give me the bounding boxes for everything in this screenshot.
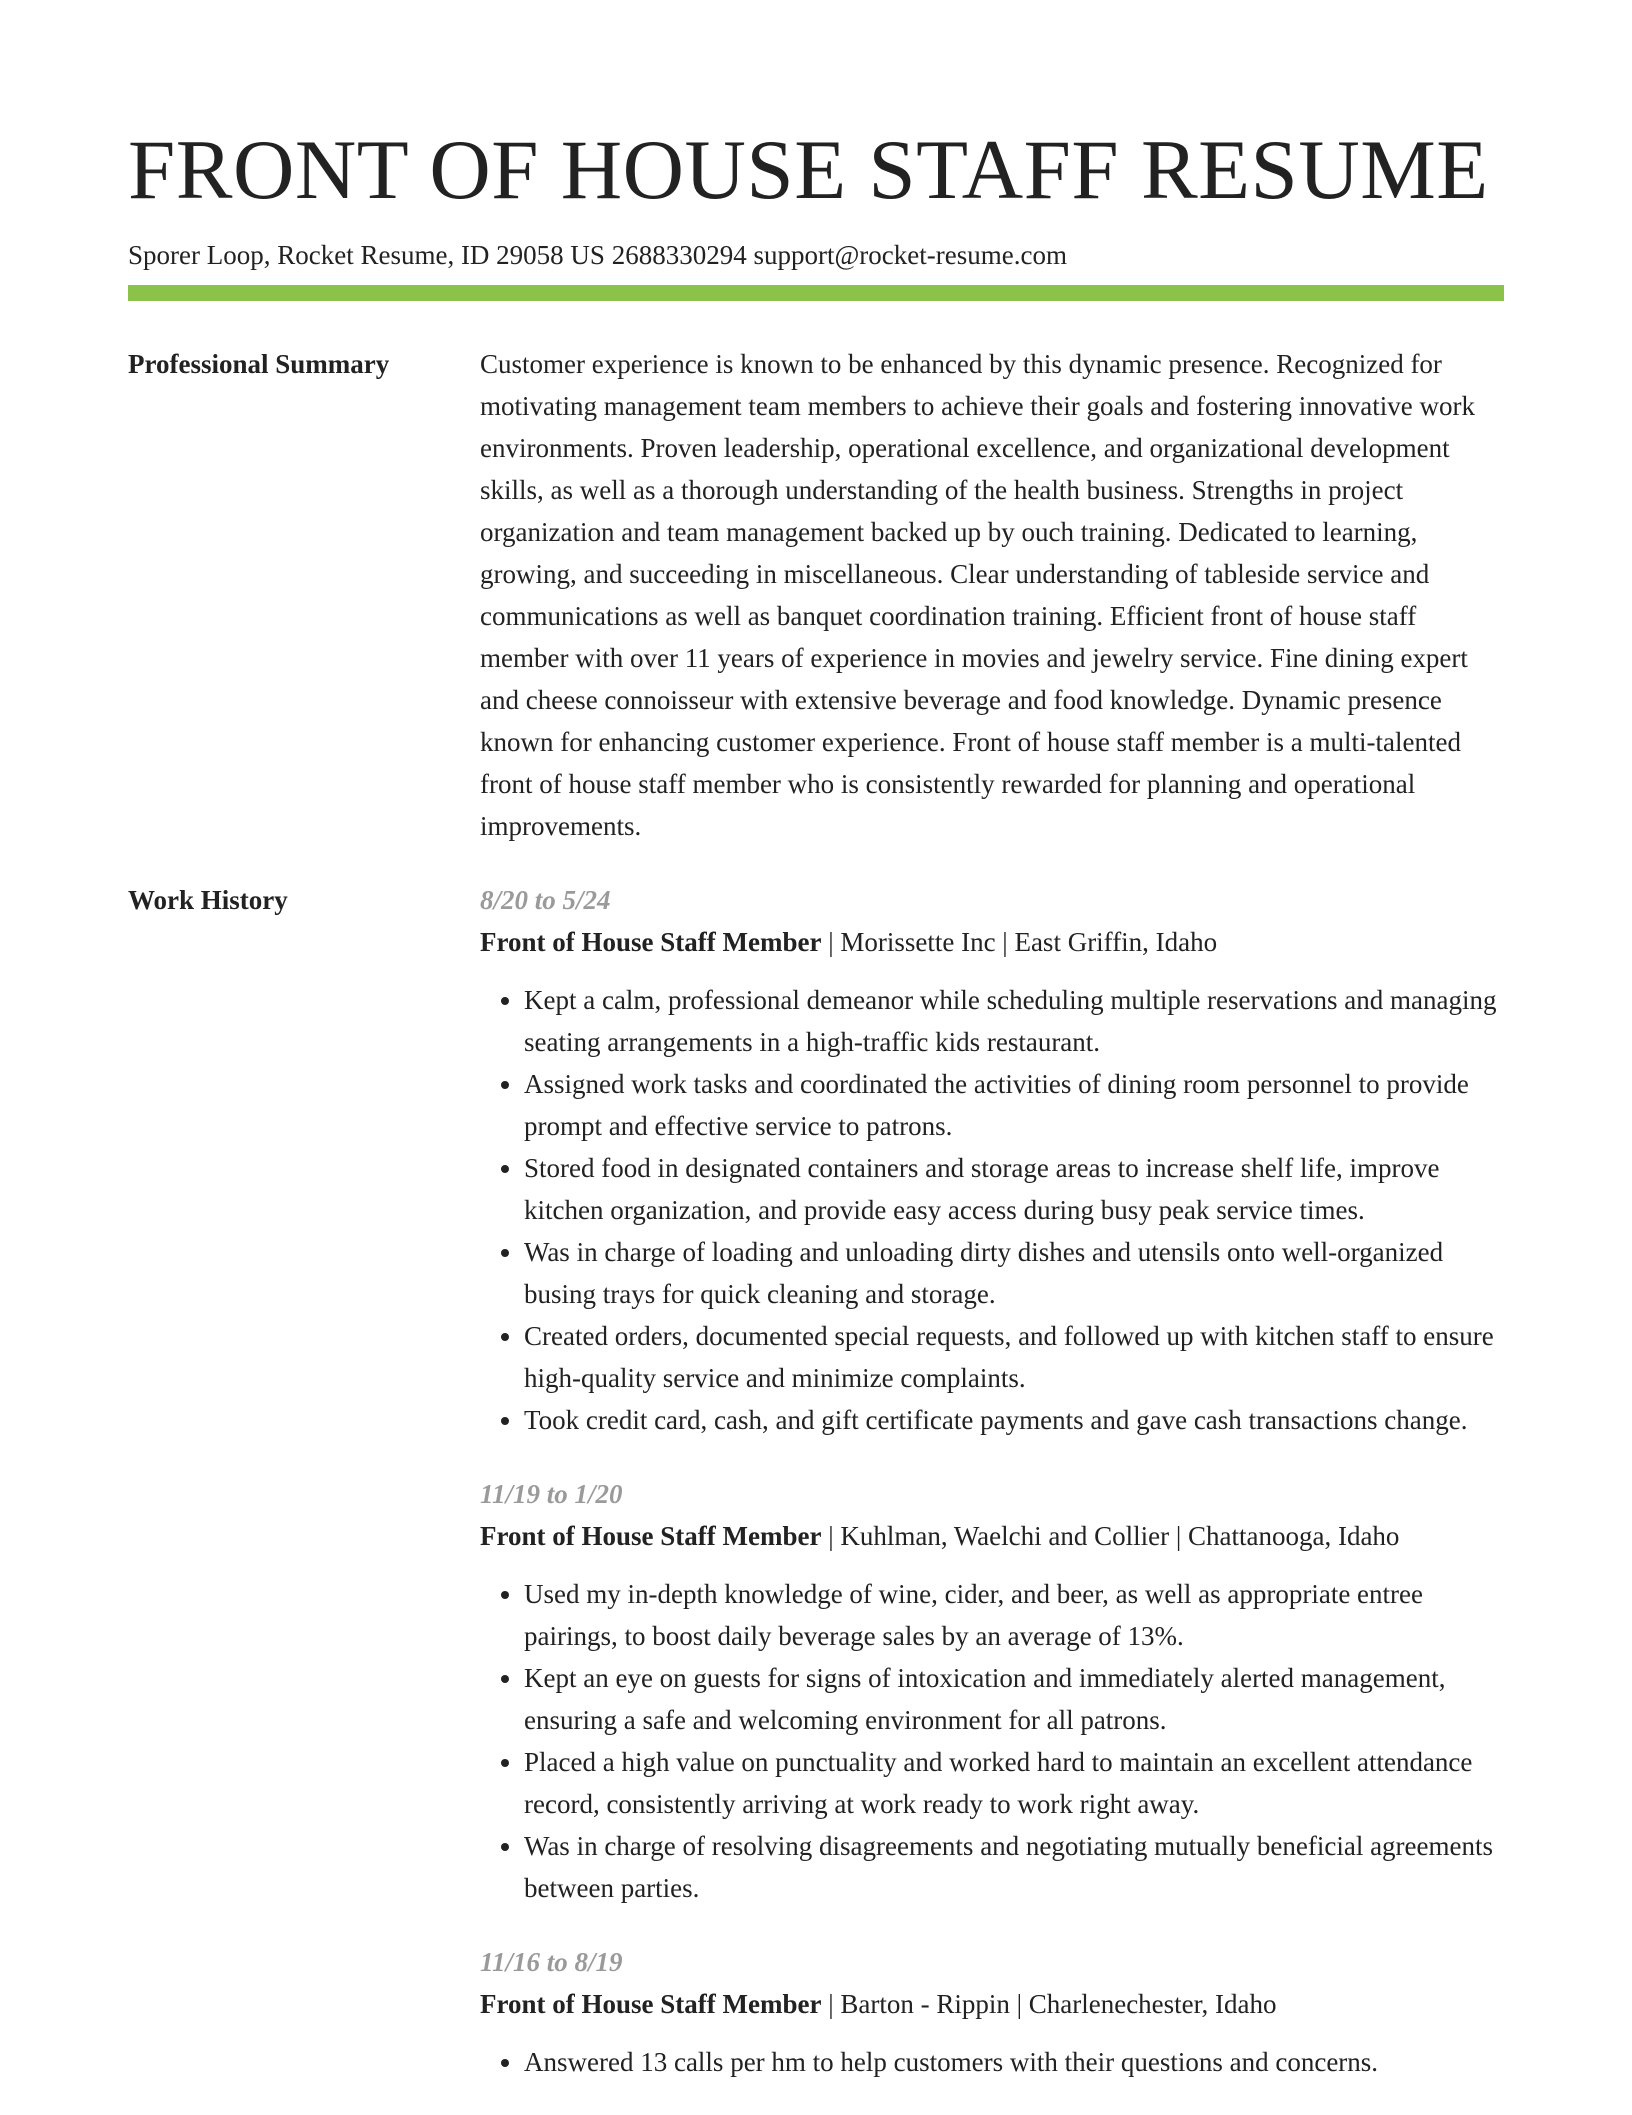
job-details: | Kuhlman, Waelchi and Collier | Chattanooga, Idaho bbox=[821, 1521, 1400, 1551]
job-title: Front of House Staff Member bbox=[480, 1989, 822, 2019]
header-divider bbox=[128, 285, 1504, 301]
job-details: | Barton - Rippin | Charlenechester, Idaho bbox=[821, 1989, 1277, 2019]
contact-line: Sporer Loop, Rocket Resume, ID 29058 US 2688330294 support@rocket-resume.com bbox=[128, 240, 1067, 270]
job-duty-item: • Stored food in designated containers and storage areas to increase shelf life, improve kitchen organization, and provide easy access during busy peak service times. bbox=[524, 1147, 1504, 1231]
job-entry bbox=[480, 1941, 1504, 2083]
job-title-line bbox=[480, 1515, 1504, 1557]
work-history-section bbox=[128, 879, 1504, 2115]
job-duty-item: • Kept an eye on guests for signs of intoxication and immediately alerted management, ensuring a safe and welcoming environment for all patrons. bbox=[524, 1657, 1504, 1741]
summary-text: Customer experience is known to be enhanced by this dynamic presence. Recognized for motivating management team members to achieve their goals and fostering innovative work environments. Proven leadership, operational excellence, and organizational development skills, as well as a thorough understanding of the health business. Strengths in project organization and team management backed up by ouch training. Dedicated to learning, growing, and succeeding in miscellaneous. Clear understanding of tableside service and communications as well as banquet coordination training. Efficient front of house staff member with over 11 years of experience in movies and jewelry service. Fine dining expert and cheese connoisseur with extensive beverage and food knowledge. Dynamic presence known for enhancing customer experience. Front of house staff member is a multi-talented front of house staff member who is consistently rewarded for planning and operational improvements. bbox=[480, 349, 1475, 841]
job-duty-item: • Was in charge of resolving disagreements and negotiating mutually beneficial agreements between parties. bbox=[524, 1825, 1504, 1909]
job-duty-item: • Kept a calm, professional demeanor while scheduling multiple reservations and managing seating arrangements in a high-traffic kids restaurant. bbox=[524, 979, 1504, 1063]
job-duties-list bbox=[480, 2041, 1504, 2083]
job-entry bbox=[480, 1473, 1504, 1909]
job-title-line bbox=[480, 921, 1504, 963]
resume-title: FRONT OF HOUSE STAFF RESUME bbox=[128, 123, 1489, 217]
work-history-body bbox=[480, 879, 1504, 2115]
job-entry bbox=[480, 879, 1504, 1441]
resume-page bbox=[128, 0, 1504, 2115]
job-title: Front of House Staff Member bbox=[480, 927, 822, 957]
summary-body bbox=[480, 343, 1504, 847]
section-label-work-history: Work History bbox=[128, 885, 288, 915]
professional-summary-section bbox=[128, 343, 1504, 847]
job-dates: 11/16 to 8/19 bbox=[480, 1947, 623, 1977]
job-duty-item: • Assigned work tasks and coordinated the activities of dining room personnel to provide prompt and effective service to patrons. bbox=[524, 1063, 1504, 1147]
job-dates: 11/19 to 1/20 bbox=[480, 1479, 623, 1509]
job-duties-list bbox=[480, 1573, 1504, 1909]
job-duty-item: • Placed a high value on punctuality and worked hard to maintain an excellent attendance record, consistently arriving at work ready to work right away. bbox=[524, 1741, 1504, 1825]
job-details: | Morissette Inc | East Griffin, Idaho bbox=[821, 927, 1218, 957]
section-label-professional-summary: Professional Summary bbox=[128, 349, 390, 379]
job-duty-item: • Was in charge of loading and unloading dirty dishes and utensils onto well-organized busing trays for quick cleaning and storage. bbox=[524, 1231, 1504, 1315]
job-dates: 8/20 to 5/24 bbox=[480, 885, 611, 915]
job-duties-list bbox=[480, 979, 1504, 1441]
job-duty-item: • Used my in-depth knowledge of wine, cider, and beer, as well as appropriate entree pairings, to boost daily beverage sales by an average of 13%. bbox=[524, 1573, 1504, 1657]
job-duty-item: • Answered 13 calls per hm to help customers with their questions and concerns. bbox=[524, 2041, 1504, 2083]
job-title-line bbox=[480, 1983, 1504, 2025]
job-title: Front of House Staff Member bbox=[480, 1521, 822, 1551]
job-duty-item: • Created orders, documented special requests, and followed up with kitchen staff to ensure high-quality service and minimize complaints. bbox=[524, 1315, 1504, 1399]
job-duty-item: • Took credit card, cash, and gift certificate payments and gave cash transactions change. bbox=[524, 1399, 1504, 1441]
